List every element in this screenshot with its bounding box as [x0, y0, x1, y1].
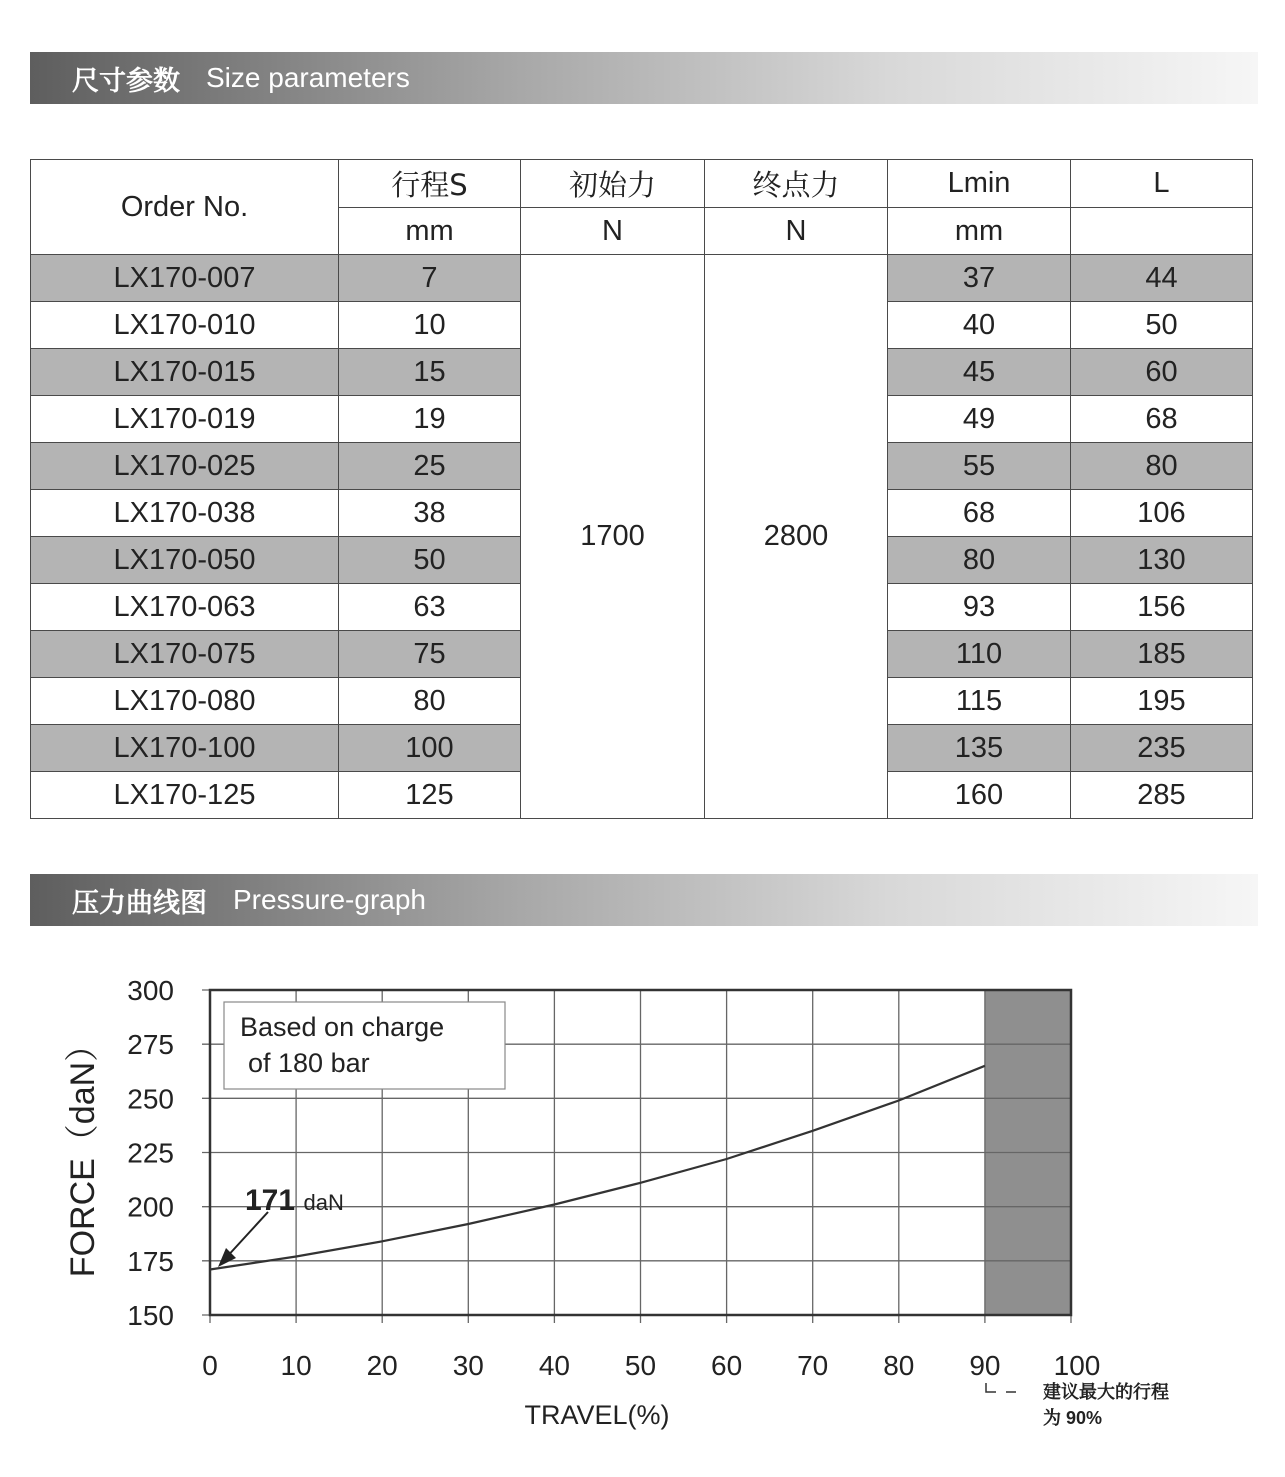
x-tick-label: 80 [883, 1350, 915, 1381]
l-cell: 68 [1071, 396, 1253, 443]
header-initial-force: 初始力 [521, 160, 705, 208]
max-travel-note [986, 1381, 1169, 1428]
stroke-cell: 100 [339, 725, 521, 772]
section-title-zh: 尺寸参数 [72, 65, 180, 97]
l-cell: 50 [1071, 302, 1253, 349]
table-body [31, 255, 1253, 819]
header-order-no: Order No. [31, 160, 339, 255]
x-axis-label: TRAVEL(%) [524, 1400, 670, 1430]
y-tick-label: 175 [127, 1245, 174, 1277]
max-travel-note-line1: 建议最大的行程 [1043, 1382, 1169, 1402]
x-tick-label: 100 [1053, 1350, 1101, 1381]
pressure-graph-chart [0, 940, 1285, 1440]
header-l: L [1071, 160, 1253, 208]
header-lmin: Lmin [888, 160, 1071, 208]
order-no-cell: LX170-125 [31, 772, 339, 819]
start-value: 171 [245, 1184, 296, 1217]
y-tick-label: 300 [127, 975, 174, 1006]
l-cell: 156 [1071, 584, 1253, 631]
header-end-force: 终点力 [705, 160, 888, 208]
section-title-en: Pressure-graph [233, 884, 426, 915]
order-no-cell: LX170-007 [31, 255, 339, 302]
x-tick-labels [202, 1350, 1100, 1381]
order-no-cell: LX170-075 [31, 631, 339, 678]
pressure-graph-header [30, 874, 1258, 926]
lmin-cell: 49 [888, 396, 1071, 443]
x-tick-label: 10 [280, 1350, 312, 1381]
order-no-cell: LX170-015 [31, 349, 339, 396]
order-no-cell: LX170-050 [31, 537, 339, 584]
y-tick-label: 200 [127, 1191, 174, 1223]
l-cell: 235 [1071, 725, 1253, 772]
table-row [31, 255, 1253, 302]
stroke-cell: 19 [339, 396, 521, 443]
l-cell: 195 [1071, 678, 1253, 725]
x-tick-label: 30 [452, 1350, 484, 1381]
stroke-cell: 38 [339, 490, 521, 537]
y-tick-labels [127, 975, 174, 1331]
x-tick-label: 20 [366, 1350, 398, 1381]
order-no-cell: LX170-080 [31, 678, 339, 725]
size-parameters-header [30, 52, 1258, 104]
charge-note-line2: of 180 bar [248, 1048, 370, 1078]
lmin-cell: 68 [888, 490, 1071, 537]
x-tick-label: 70 [797, 1350, 829, 1381]
y-axis-label: FORCE（daN） [64, 1027, 102, 1278]
l-cell: 80 [1071, 443, 1253, 490]
header-stroke: 行程S [339, 160, 521, 208]
end-force-value: 2800 [705, 255, 888, 819]
lmin-cell: 160 [888, 772, 1071, 819]
l-cell: 285 [1071, 772, 1253, 819]
y-tick-label: 225 [127, 1137, 174, 1169]
lmin-cell: 45 [888, 349, 1071, 396]
order-no-cell: LX170-025 [31, 443, 339, 490]
order-no-cell: LX170-100 [31, 725, 339, 772]
l-cell: 106 [1071, 490, 1253, 537]
l-cell: 185 [1071, 631, 1253, 678]
start-unit: daN [303, 1190, 344, 1215]
lmin-cell: 80 [888, 537, 1071, 584]
stroke-cell: 75 [339, 631, 521, 678]
section-title-en: Size parameters [206, 62, 410, 93]
stroke-cell: 50 [339, 537, 521, 584]
lmin-cell: 135 [888, 725, 1071, 772]
x-tick-label: 90 [969, 1350, 1001, 1381]
stroke-cell: 125 [339, 772, 521, 819]
order-no-cell: LX170-038 [31, 490, 339, 537]
unit-stroke: mm [339, 208, 521, 255]
y-tick-label: 275 [127, 1029, 174, 1061]
section-title-zh: 压力曲线图 [72, 887, 207, 919]
stroke-cell: 80 [339, 678, 521, 725]
order-no-cell: LX170-010 [31, 302, 339, 349]
y-tick-label: 250 [127, 1083, 174, 1115]
unit-initial-force: N [521, 208, 705, 255]
lmin-cell: 93 [888, 584, 1071, 631]
x-tick-label: 60 [711, 1350, 743, 1381]
lmin-cell: 115 [888, 678, 1071, 725]
l-cell: 130 [1071, 537, 1253, 584]
max-travel-note-line2: 为 90% [1043, 1408, 1103, 1428]
x-tick-label: 40 [538, 1350, 570, 1381]
unit-end-force: N [705, 208, 888, 255]
y-tick-label: 150 [127, 1300, 174, 1331]
order-no-cell: LX170-019 [31, 396, 339, 443]
l-cell: 44 [1071, 255, 1253, 302]
lmin-cell: 110 [888, 631, 1071, 678]
stroke-cell: 7 [339, 255, 521, 302]
lmin-cell: 40 [888, 302, 1071, 349]
stroke-cell: 63 [339, 584, 521, 631]
initial-force-value: 1700 [521, 255, 705, 819]
lmin-cell: 37 [888, 255, 1071, 302]
unit-lmin: mm [888, 208, 1071, 255]
x-tick-label: 0 [202, 1350, 218, 1381]
unit-l [1071, 208, 1253, 255]
size-parameters-table [30, 159, 1253, 819]
x-tick-label: 50 [624, 1350, 657, 1381]
stroke-cell: 25 [339, 443, 521, 490]
order-no-cell: LX170-063 [31, 584, 339, 631]
lmin-cell: 55 [888, 443, 1071, 490]
stroke-cell: 10 [339, 302, 521, 349]
charge-note-line1: Based on charge [240, 1012, 445, 1042]
stroke-cell: 15 [339, 349, 521, 396]
charge-note-box [224, 1002, 505, 1089]
l-cell: 60 [1071, 349, 1253, 396]
